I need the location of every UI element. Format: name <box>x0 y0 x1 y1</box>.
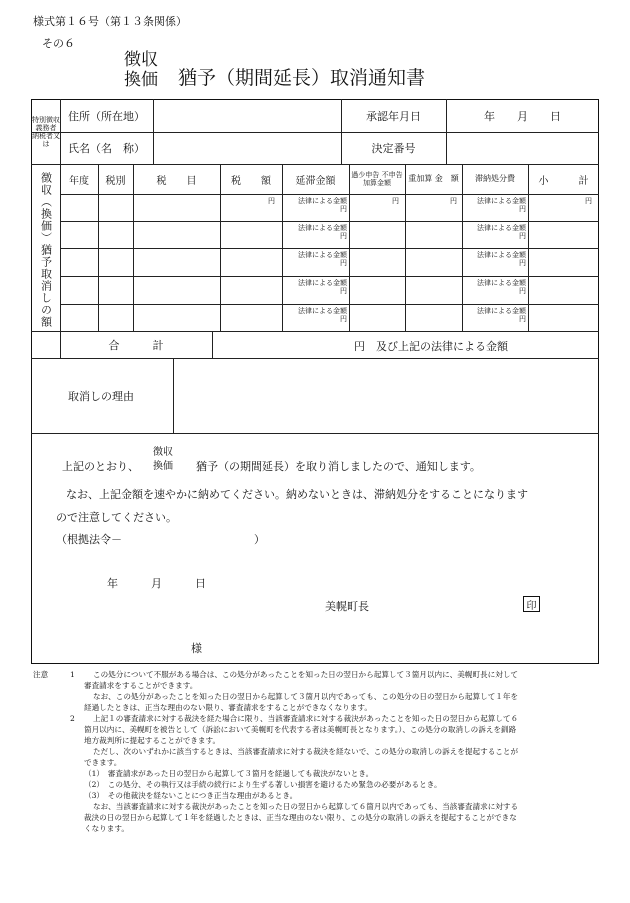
note1-num: 1 <box>70 670 75 679</box>
address-field[interactable] <box>154 100 340 131</box>
body-stack-bottom: 換価 <box>153 461 173 472</box>
legal-amount-label: 法律による金額 <box>298 251 347 259</box>
note2-item2: （2） この処分、その執行又は手続の続行により生ずる著しい損害を避けるため緊急の必要があるとき。 <box>84 780 442 789</box>
body-line1-prefix: 上記のとおり、 <box>62 460 139 473</box>
table-row <box>284 307 347 323</box>
seal-stamp: 印 <box>523 596 540 612</box>
legal-basis: （根拠法令－ ） <box>56 533 265 546</box>
yen-penalty: 円 <box>392 197 399 205</box>
name-label: 氏名（名 称） <box>68 142 145 155</box>
mayor-label: 美幌町長 <box>325 600 369 613</box>
body-stack-top: 徴収 <box>153 447 173 458</box>
yen: 円 <box>519 259 526 268</box>
col-subtotal: 小 計 <box>538 175 589 187</box>
legal-amount-label: 法律による金額 <box>477 197 526 205</box>
legal-amount-label: 法律による金額 <box>298 224 347 232</box>
note2-a: 上記１の審査請求に対する裁決を経た場合に限り、当該審査請求に対する裁決があったことを知った日の翌日から起算して６ <box>93 714 519 723</box>
note2-g: 裁決の日の翌日から起算して１年を経過したときは、正当な理由のない限り、この処分の取消しの訴えを提起することができな <box>84 813 517 822</box>
form-variant: その６ <box>42 37 75 50</box>
legal-amount-label: 法律による金額 <box>477 307 526 315</box>
note2-b: 箇月以内に、美幌町を被告として（訴訟において美幌町を代表する者は美幌町長となります。）、この処分の取消しの訴えを釧路 <box>84 725 517 734</box>
yen: 円 <box>340 287 347 296</box>
approval-date-field[interactable]: 年 月 日 <box>484 109 561 123</box>
yen-heavy: 円 <box>450 197 457 205</box>
approval-date-label: 承認年月日 <box>366 109 421 123</box>
note2-c: 地方裁判所に提起することができます。 <box>84 736 221 745</box>
table-row <box>464 307 526 323</box>
table-row <box>284 279 347 295</box>
table-side-label: 徴収（換価）猶予取消しの額 <box>39 172 53 328</box>
body-line2: なお、上記金額を速やかに納めてください。納めないときは、滞納処分をすることになります <box>66 488 528 501</box>
col-year: 年度 <box>69 175 89 187</box>
table-row <box>464 224 526 240</box>
legal-amount-label: 法律による金額 <box>477 224 526 232</box>
yen: 円 <box>519 287 526 296</box>
table-row <box>284 224 347 240</box>
note2-num: 2 <box>70 714 75 723</box>
col-delay: 延滞金額 <box>295 175 336 187</box>
col-penalty: 過少申告 不申告 加算金額 <box>351 170 403 187</box>
yen: 円 <box>519 205 526 214</box>
legal-amount-label: 法律による金額 <box>298 197 347 205</box>
yen: 円 <box>519 232 526 241</box>
page-title: 猶予（期間延長）取消通知書 <box>178 67 426 89</box>
col-amount: 税 額 <box>231 175 271 187</box>
title-stack-bottom: 換価 <box>124 70 158 90</box>
taxpayer-side-label: 特別徴収義務者 納税者又は <box>32 115 60 149</box>
total-suffix: 円 及び上記の法律による金額 <box>354 340 508 353</box>
name-field[interactable] <box>154 133 340 163</box>
yen: 円 <box>340 315 347 324</box>
form-number: 様式第１６号（第１３条関係） <box>33 15 187 28</box>
notice-date: 年 月 日 <box>107 577 206 590</box>
body-stack <box>153 446 173 474</box>
table-row <box>464 279 526 295</box>
note2-e: できます。 <box>84 758 122 767</box>
reason-field[interactable] <box>175 360 597 432</box>
body-line3: ので注意してください。 <box>56 511 177 524</box>
legal-amount-label: 法律による金額 <box>298 307 347 315</box>
total-label: 合 計 <box>108 338 164 352</box>
legal-amount-label: 法律による金額 <box>477 279 526 287</box>
table-row <box>464 197 526 213</box>
decision-no-field[interactable] <box>447 133 597 163</box>
note1-d: 経過したときは、正当な理由のない限り、審査請求をすることができなくなります。 <box>84 703 372 712</box>
note1-c: なお、この処分があったことを知った日の翌日から起算して３箇月以内であっても、この処分の日の翌日から起算して１年を <box>93 692 519 701</box>
notes-label: 注意 <box>33 670 49 679</box>
note2-h: くなります。 <box>84 824 129 833</box>
note2-f: なお、当該審査請求に対する裁決があったことを知った日の翌日から起算して６箇月以内であっても、当該審査請求に対する <box>93 802 519 811</box>
legal-amount-label: 法律による金額 <box>298 279 347 287</box>
col-item: 税 目 <box>156 175 197 187</box>
col-type: 税別 <box>105 175 126 187</box>
note1-b: 審査請求をすることができます。 <box>84 681 198 690</box>
recipient-suffix: 様 <box>191 642 202 655</box>
note2-d: ただし、次のいずれかに該当するときは、当該審査請求に対する裁決を経ないで、この処分の取消しの訴えを提起することが <box>93 747 519 756</box>
title-stack <box>124 50 158 90</box>
legal-amount-label: 法律による金額 <box>477 251 526 259</box>
note1-a: この処分について不服がある場合は、この処分があったことを知った日の翌日から起算して３箇月以内に、美幌町長に対して <box>93 670 519 679</box>
yen: 円 <box>340 232 347 241</box>
yen: 円 <box>340 205 347 214</box>
table-row <box>284 251 347 267</box>
yen: 円 <box>340 259 347 268</box>
decision-no-label: 決定番号 <box>371 142 416 155</box>
note2-item1: （1） 審査請求があった日の翌日から起算して３箇月を経過しても裁決がないとき。 <box>84 769 374 778</box>
table-row <box>464 251 526 267</box>
col-fee: 滞納処分費 <box>475 174 515 184</box>
yen-amount: 円 <box>268 197 275 205</box>
yen-subtotal: 円 <box>585 197 592 205</box>
note2-item3: （3） その他裁決を経ないことにつき正当な理由があるとき。 <box>84 791 298 800</box>
address-label: 住所（所在地） <box>68 109 145 123</box>
title-stack-top: 徴収 <box>124 50 158 70</box>
table-row <box>284 197 347 213</box>
body-line1-suffix: 猶予（の期間延長）を取り消しましたので、通知します。 <box>196 460 481 473</box>
col-heavy: 重加算 金 額 <box>408 174 459 184</box>
yen: 円 <box>519 315 526 324</box>
reason-label: 取消しの理由 <box>68 390 134 403</box>
